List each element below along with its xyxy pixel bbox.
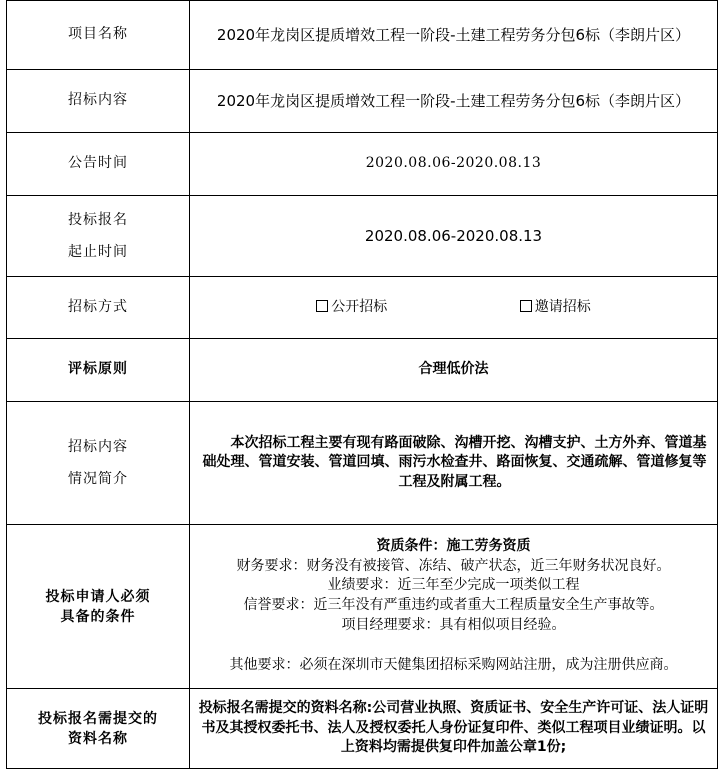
requirements-label: [7, 525, 190, 689]
row-bid-content: [7, 70, 718, 133]
documents-label: [7, 689, 190, 769]
row-requirements: [7, 525, 718, 689]
registration-time-label: [7, 196, 190, 277]
tender-info-table: [6, 0, 718, 769]
manager-requirement: 项目经理要求：具有相似项目经验。: [341, 616, 566, 633]
project-name-label: 项目名称: [7, 1, 190, 70]
summary-label-line2: 情况简介: [68, 471, 128, 487]
documents-label-line1: 投标报名需提交的: [38, 710, 158, 727]
registration-time-value: 2020.08.06-2020.08.13: [190, 196, 718, 277]
row-project-name: [7, 1, 718, 70]
bid-method-value: [190, 277, 718, 339]
project-name-value: 2020年龙岗区提质增效工程一阶段-土建工程劳务分包6标（李朗片区）: [190, 1, 718, 70]
row-notice-time: [7, 133, 718, 196]
documents-value: 投标报名需提交的资料名称:公司营业执照、资质证书、安全生产许可证、法人证明书及其授权委托书、法人及授权委托人身份证复印件、类似工程项目业绩证明。以上资料均需提供复印件加盖公章1份;: [190, 689, 718, 769]
requirements-label-line1: 投标申请人必须: [45, 588, 151, 605]
registration-time-label-line2: 起止时间: [68, 244, 128, 260]
summary-text: 本次招标工程主要有现有路面破除、沟槽开挖、沟槽支护、土方外弃、管道基础处理、管道安装、管道回填、雨污水检查井、路面恢复、交通疏解、管道修复等工程及附属工程。: [202, 434, 707, 490]
summary-value: [190, 402, 718, 525]
row-bid-method: [7, 277, 718, 339]
performance-requirement: 业绩要求：近三年至少完成一项类似工程: [327, 577, 580, 594]
summary-label-line1: 招标内容: [68, 439, 128, 455]
invited-tender-option: [520, 298, 591, 318]
bid-content-value: 2020年龙岗区提质增效工程一阶段-土建工程劳务分包6标（李朗片区）: [190, 70, 718, 133]
notice-time-label: 公告时间: [7, 133, 190, 196]
open-tender-checkbox: [316, 300, 328, 312]
summary-label: [7, 402, 190, 525]
registration-time-label-line1: 投标报名: [68, 212, 128, 228]
credit-requirement: 信誉要求：近三年没有严重违约或者重大工程质量安全生产事故等。: [243, 597, 664, 613]
qualification-requirement: 资质条件：施工劳务资质: [376, 538, 531, 555]
invited-tender-checkbox: [520, 300, 532, 312]
evaluation-value: 合理低价法: [190, 339, 718, 402]
bid-method-label: 招标方式: [7, 277, 190, 339]
requirements-value: [190, 525, 718, 689]
open-tender-text: 公开招标: [331, 298, 388, 315]
open-tender-option: [316, 298, 387, 318]
invited-tender-text: 邀请招标: [534, 298, 591, 315]
row-summary: [7, 402, 718, 525]
row-evaluation: [7, 339, 718, 402]
other-requirement: 其他要求：必须在深圳市天健集团招标采购网站注册，成为注册供应商。: [229, 657, 678, 674]
finance-requirement: 财务要求：财务没有被接管、冻结、破产状态，近三年财务状况良好。: [236, 557, 671, 574]
row-registration-time: [7, 196, 718, 277]
row-documents: [7, 689, 718, 769]
requirements-label-line2: 具备的条件: [60, 608, 136, 625]
bid-content-label: 招标内容: [7, 70, 190, 133]
evaluation-label: 评标原则: [7, 339, 190, 402]
documents-label-line2: 资料名称: [68, 730, 128, 747]
notice-time-value: 2020.08.06-2020.08.13: [190, 133, 718, 196]
